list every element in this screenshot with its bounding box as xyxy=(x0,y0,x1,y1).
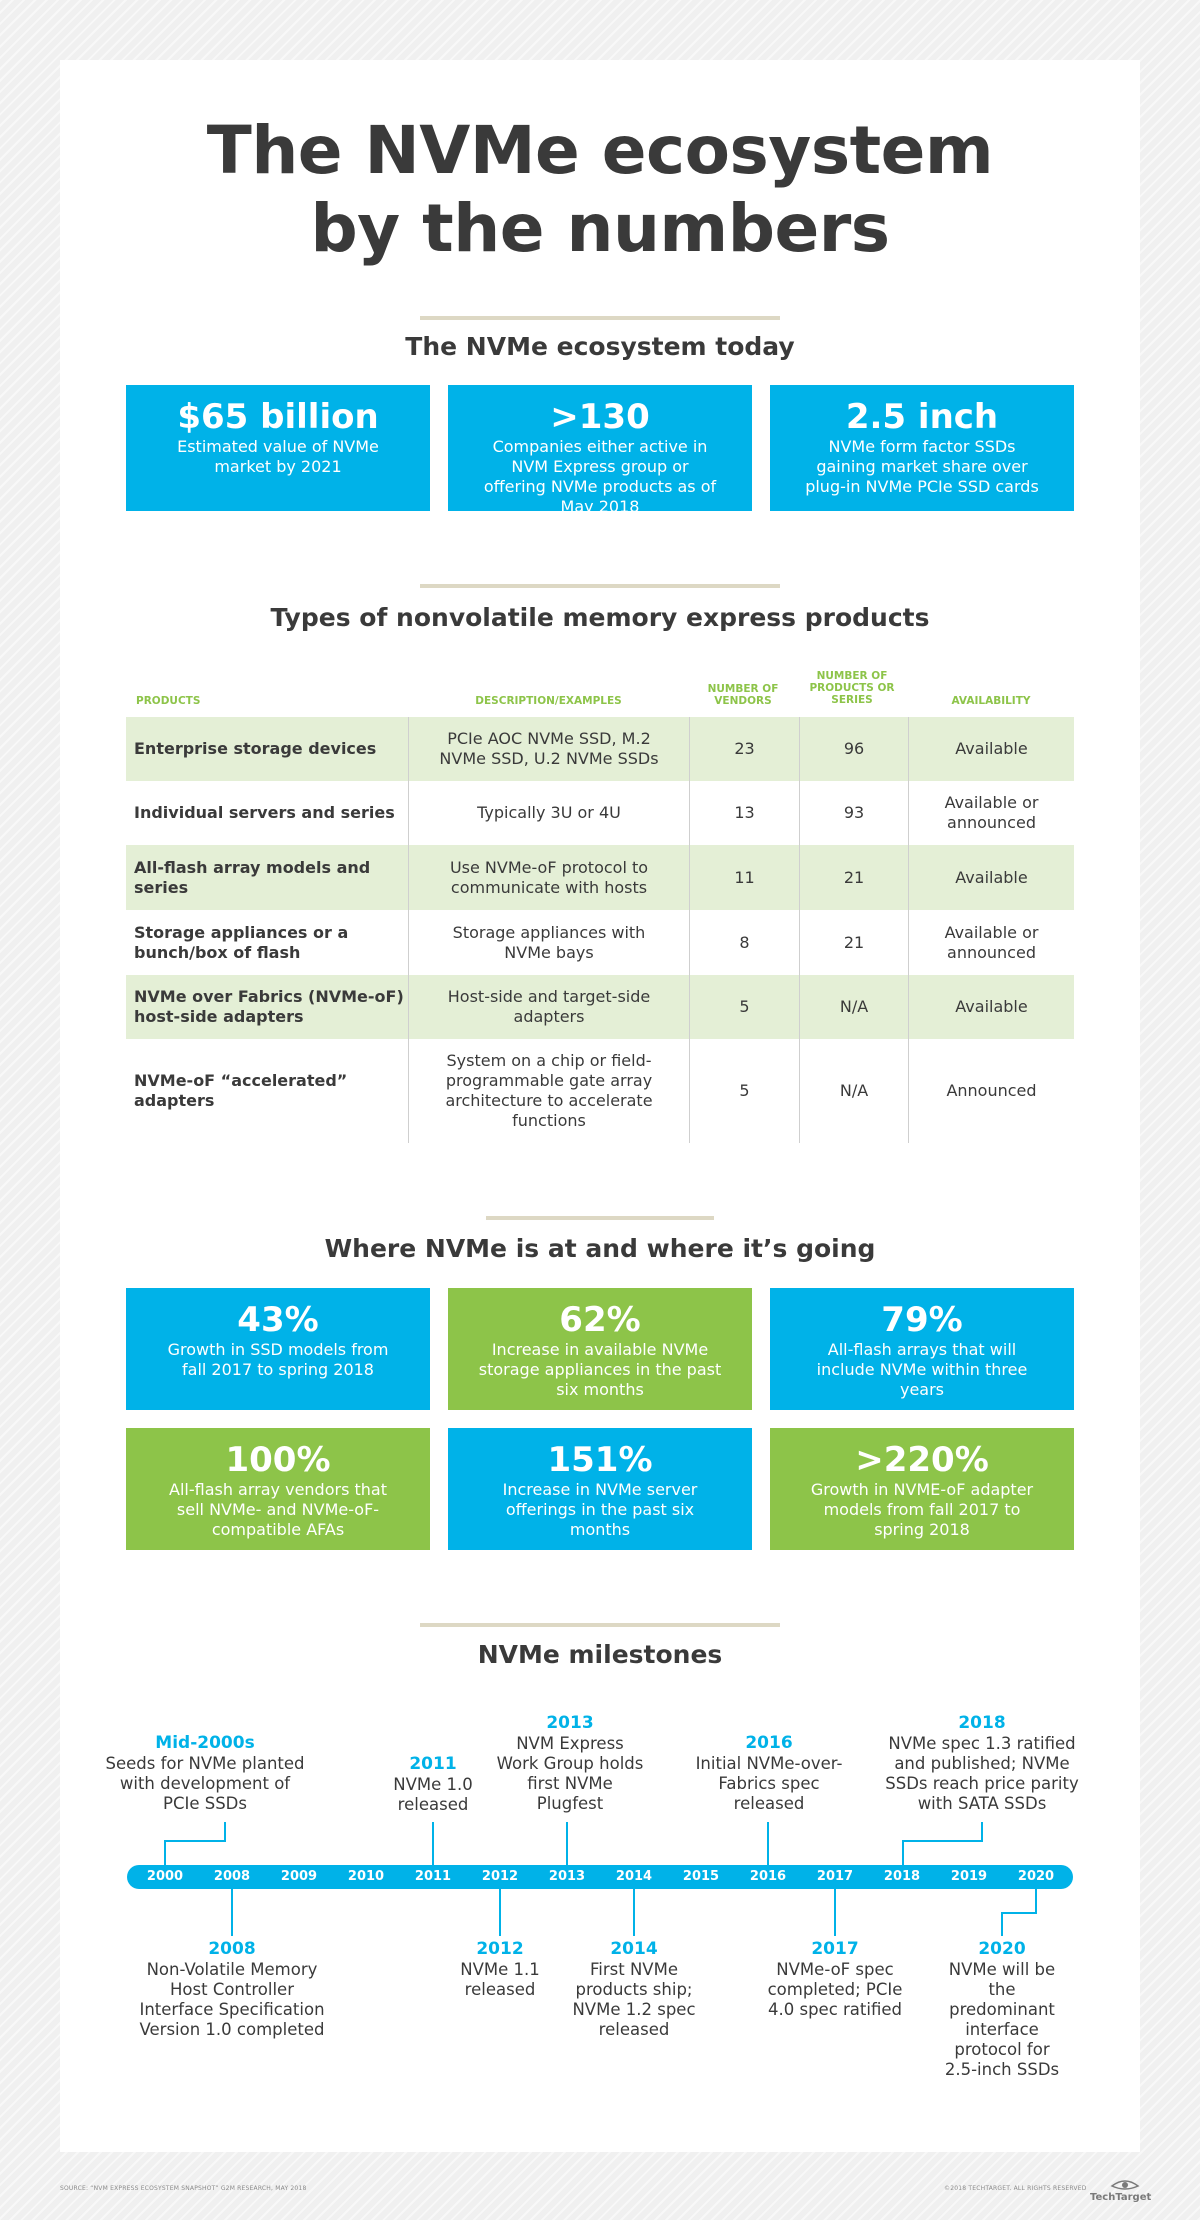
cell-vendors: 8 xyxy=(689,910,799,975)
milestone-2017 xyxy=(764,1938,906,2020)
col-header-vendors: NUMBER OF VENDORS xyxy=(707,683,779,707)
stat-desc: Increase in available NVMe storage appliances in the past six months xyxy=(478,1340,722,1399)
cell-availability: Available or announced xyxy=(908,781,1074,845)
milestone-text: NVMe 1.0 released xyxy=(393,1775,473,1814)
milestone-year: 2018 xyxy=(958,1713,1006,1733)
connector-line xyxy=(902,1840,983,1842)
milestone-2016 xyxy=(686,1732,852,1814)
connector-line xyxy=(1035,1889,1037,1914)
year-tick: 2000 xyxy=(146,1869,184,1884)
connector-line xyxy=(633,1889,635,1936)
milestone-text: Seeds for NVMe planted with development of PCIe SSDs xyxy=(105,1754,305,1813)
cell-products: 21 xyxy=(799,845,908,910)
year-tick: 2015 xyxy=(682,1869,720,1884)
cell-vendors: 23 xyxy=(689,717,799,781)
stat-value: 151% xyxy=(547,1440,653,1480)
milestone-text: NVMe will be the predominant interface protocol for 2.5-inch SSDs xyxy=(944,1960,1060,2079)
title-line-2: by the numbers xyxy=(310,190,890,267)
connector-line xyxy=(566,1822,568,1865)
cell-product: Enterprise storage devices xyxy=(134,739,377,758)
col-header-availability: AVAILABILITY xyxy=(951,695,1031,707)
cell-product: Individual servers and series xyxy=(134,803,395,822)
brand-name: TechTarget xyxy=(1090,2192,1152,2203)
milestone-year: 2016 xyxy=(745,1733,793,1753)
year-tick: 2016 xyxy=(749,1869,787,1884)
eye-icon xyxy=(1110,2178,1140,2192)
stat-desc: NVMe form factor SSDs gaining market share over plug-in NVMe PCIe SSD cards xyxy=(805,437,1039,496)
cell-availability: Available xyxy=(908,975,1074,1039)
connector-line xyxy=(902,1840,904,1865)
col-header-products-series: NUMBER OF PRODUCTS OR SERIES xyxy=(809,670,895,706)
stat-value: 100% xyxy=(225,1440,331,1480)
stat-value: 79% xyxy=(881,1300,963,1340)
milestone-year: 2013 xyxy=(546,1713,594,1733)
year-tick: 2008 xyxy=(213,1869,251,1884)
section-divider xyxy=(486,1216,714,1220)
year-tick: 2020 xyxy=(1017,1869,1055,1884)
milestone-2008 xyxy=(132,1938,332,2040)
year-tick: 2011 xyxy=(414,1869,452,1884)
title-line-1: The NVMe ecosystem xyxy=(206,112,994,189)
cell-vendors: 13 xyxy=(689,781,799,845)
source-note: SOURCE: “NVM EXPRESS ECOSYSTEM SNAPSHOT” G2M RESEARCH, MAY 2018 xyxy=(60,2185,307,2192)
year-tick: 2010 xyxy=(347,1869,385,1884)
milestone-2011 xyxy=(368,1753,498,1815)
cell-vendors: 5 xyxy=(689,1039,799,1143)
stat-desc: Companies either active in NVM Express group or offering NVMe products as of May 2018 xyxy=(483,437,717,516)
table-row xyxy=(126,717,1074,781)
connector-line xyxy=(164,1840,166,1865)
connector-line xyxy=(164,1840,225,1842)
cell-products: 93 xyxy=(799,781,908,845)
page-title xyxy=(0,112,1200,268)
section-divider xyxy=(420,1623,780,1627)
stat-desc: All-flash arrays that will include NVMe within three years xyxy=(816,1340,1028,1399)
stat-box-all-flash xyxy=(770,1288,1074,1410)
cell-availability: Available xyxy=(908,845,1074,910)
milestone-text: First NVMe products ship; NVMe 1.2 spec released xyxy=(572,1960,696,2039)
year-tick: 2012 xyxy=(481,1869,519,1884)
copyright-note: ©2018 TECHTARGET. ALL RIGHTS RESERVED xyxy=(944,2185,1087,2192)
stat-box-servers xyxy=(448,1428,752,1550)
milestone-text: NVMe 1.1 released xyxy=(460,1960,540,1999)
stat-box-market-value xyxy=(126,385,430,511)
year-tick: 2013 xyxy=(548,1869,586,1884)
cell-product: NVMe-oF “accelerated” adapters xyxy=(134,1071,348,1110)
connector-line xyxy=(1001,1912,1037,1914)
milestone-text: Initial NVMe-over-Fabrics spec released xyxy=(695,1754,843,1813)
connector-line xyxy=(767,1822,769,1865)
section-heading-milestones: NVMe milestones xyxy=(477,1640,723,1669)
milestone-2014 xyxy=(563,1938,705,2040)
stat-value: 43% xyxy=(237,1300,319,1340)
stat-desc: Estimated value of NVMe market by 2021 xyxy=(177,437,379,476)
cell-description: PCIe AOC NVMe SSD, M.2 NVMe SSD, U.2 NVMe SSDs xyxy=(408,717,689,781)
milestone-year: 2011 xyxy=(409,1754,457,1774)
milestone-year: 2014 xyxy=(610,1939,658,1959)
year-tick: 2017 xyxy=(816,1869,854,1884)
section-divider xyxy=(420,316,780,320)
connector-line xyxy=(1001,1912,1003,1936)
milestone-year: 2008 xyxy=(208,1939,256,1959)
cell-availability: Available or announced xyxy=(908,910,1074,975)
stat-value: 62% xyxy=(559,1300,641,1340)
stat-desc: Growth in SSD models from fall 2017 to spring 2018 xyxy=(167,1340,389,1379)
milestone-mid-2000s xyxy=(105,1732,305,1814)
cell-description: Use NVMe-oF protocol to communicate with hosts xyxy=(408,845,689,910)
cell-product: NVMe over Fabrics (NVMe-oF) host-side adapters xyxy=(134,987,404,1026)
cell-availability: Announced xyxy=(908,1039,1074,1143)
stat-box-companies xyxy=(448,385,752,516)
cell-availability: Available xyxy=(908,717,1074,781)
cell-description: Host-side and target-side adapters xyxy=(408,975,689,1039)
stat-box-ssd-growth xyxy=(126,1288,430,1410)
milestone-year: 2012 xyxy=(476,1939,524,1959)
table-row xyxy=(126,975,1074,1039)
year-tick: 2014 xyxy=(615,1869,653,1884)
cell-products: 96 xyxy=(799,717,908,781)
section-heading-products: Types of nonvolatile memory express products xyxy=(270,603,930,632)
stat-box-afa-vendors xyxy=(126,1428,430,1550)
milestone-2012 xyxy=(440,1938,560,2000)
cell-vendors: 5 xyxy=(689,975,799,1039)
stat-value: >130 xyxy=(550,397,650,437)
table-row xyxy=(126,910,1074,975)
stat-value: $65 billion xyxy=(177,397,379,437)
section-divider xyxy=(420,584,780,588)
col-header-products: PRODUCTS xyxy=(136,695,201,707)
table-row xyxy=(126,1039,1074,1143)
cell-products: N/A xyxy=(799,975,908,1039)
cell-description: Storage appliances with NVMe bays xyxy=(408,910,689,975)
col-header-description: DESCRIPTION/EXAMPLES xyxy=(475,695,622,707)
milestone-year: 2020 xyxy=(978,1939,1026,1959)
cell-product: Storage appliances or a bunch/box of flash xyxy=(134,922,349,962)
table-row xyxy=(126,781,1074,845)
connector-line xyxy=(834,1889,836,1936)
stat-box-appliances xyxy=(448,1288,752,1410)
cell-vendors: 11 xyxy=(689,845,799,910)
milestone-text: NVMe spec 1.3 ratified and published; NVMe SSDs reach price parity with SATA SSDs xyxy=(885,1734,1079,1813)
techtarget-logo xyxy=(1090,2178,1151,2203)
connector-line xyxy=(499,1889,501,1936)
stat-desc: Growth in NVME-oF adapter models from fall 2017 to spring 2018 xyxy=(810,1480,1034,1539)
stat-value: 2.5 inch xyxy=(845,397,999,437)
cell-product: All-flash array models and series xyxy=(134,857,371,897)
connector-line xyxy=(224,1822,226,1842)
milestone-2013 xyxy=(495,1712,645,1814)
cell-description: System on a chip or field-programmable gate array architecture to accelerate functions xyxy=(408,1039,689,1143)
cell-products: N/A xyxy=(799,1039,908,1143)
stat-desc: All-flash array vendors that sell NVMe- and NVMe-oF-compatible AFAs xyxy=(169,1480,387,1539)
stat-value: >220% xyxy=(855,1440,989,1480)
milestone-text: Non-Volatile Memory Host Controller Interface Specification Version 1.0 completed xyxy=(139,1960,325,2039)
stat-desc: Increase in NVMe server offerings in the past six months xyxy=(502,1480,698,1539)
section-heading-where: Where NVMe is at and where it’s going xyxy=(324,1234,876,1263)
cell-products: 21 xyxy=(799,910,908,975)
connector-line xyxy=(231,1889,233,1936)
milestone-2018 xyxy=(884,1712,1080,1814)
milestone-year: 2017 xyxy=(811,1939,859,1959)
stat-box-form-factor xyxy=(770,385,1074,511)
year-tick: 2009 xyxy=(280,1869,318,1884)
milestone-year: Mid-2000s xyxy=(155,1733,255,1753)
year-tick: 2018 xyxy=(883,1869,921,1884)
year-tick: 2019 xyxy=(950,1869,988,1884)
connector-line xyxy=(981,1822,983,1842)
table-row xyxy=(126,845,1074,910)
connector-line xyxy=(432,1822,434,1865)
stat-box-adapters xyxy=(770,1428,1074,1550)
milestone-text: NVMe-oF spec completed; PCIe 4.0 spec ratified xyxy=(767,1960,903,2019)
section-heading-today: The NVMe ecosystem today xyxy=(405,332,795,361)
cell-description: Typically 3U or 4U xyxy=(408,781,689,845)
milestone-text: NVM Express Work Group holds first NVMe Plugfest xyxy=(496,1734,644,1813)
milestone-2020 xyxy=(938,1938,1066,2080)
